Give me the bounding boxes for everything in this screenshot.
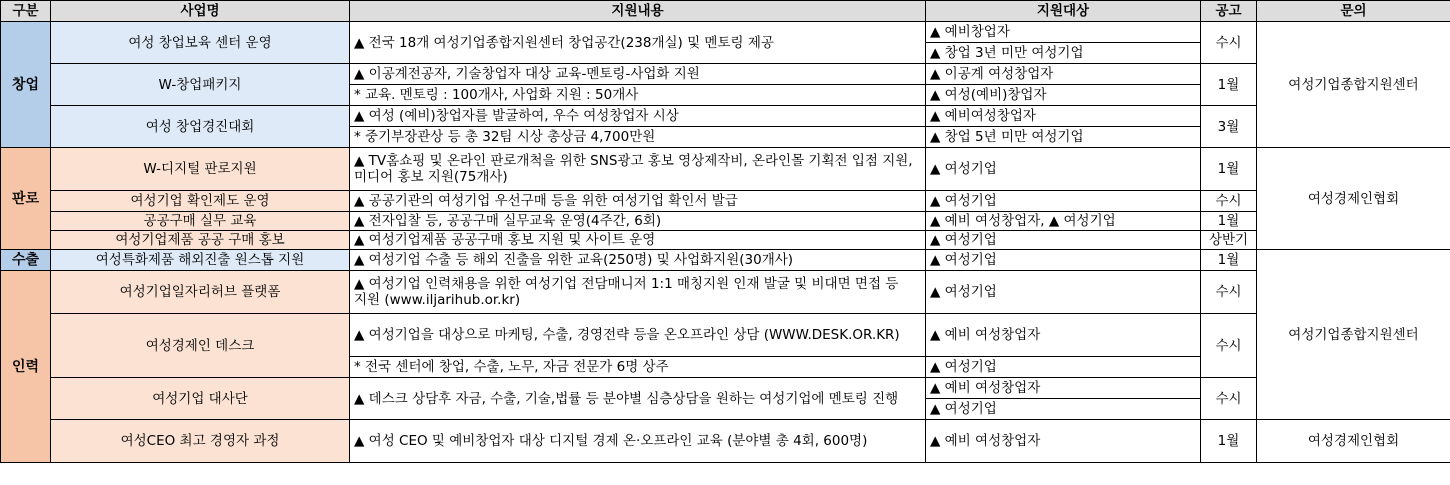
support-target: ▲ 예비 여성창업자 (926, 420, 1201, 463)
notice-timing: 1월 (1201, 148, 1257, 191)
support-content: ▲ TV홈쇼핑 및 온라인 판로개척을 위한 SNS광고 홍보 영상제작비, 온라인몰 기획전 입점 지원, 미디어 홍보 지원(75개사) (350, 148, 926, 191)
notice-timing: 상반기 (1201, 231, 1257, 250)
notice-timing: 1월 (1201, 250, 1257, 271)
support-content: ▲ 공공기관의 여성기업 우선구매 등을 위한 여성기업 확인서 발급 (350, 191, 926, 212)
support-target: ▲ 여성기업 (926, 231, 1201, 250)
program-name: 여성기업 대사단 (51, 378, 350, 420)
table-row (1, 420, 1450, 463)
program-name: 여성기업제품 공공 구매 홍보 (51, 231, 350, 250)
support-target: ▲ 여성기업 (926, 399, 1201, 420)
support-target: ▲ 여성(예비)창업자 (926, 85, 1201, 106)
table-row (1, 250, 1450, 271)
header-support-content: 지원내용 (350, 1, 926, 22)
notice-timing: 1월 (1201, 212, 1257, 231)
program-name: 공공구매 실무 교육 (51, 212, 350, 231)
support-content: ▲ 전국 18개 여성기업종합지원센터 창업공간(238개실) 및 멘토링 제공 (350, 22, 926, 64)
table-row (1, 64, 1450, 85)
table-row (1, 271, 1450, 314)
notice-timing: 수시 (1201, 22, 1257, 64)
category-hr: 인력 (1, 271, 51, 463)
table-row (1, 191, 1450, 212)
support-content: ▲ 여성기업제품 공공구매 홍보 지원 및 사이트 운영 (350, 231, 926, 250)
support-target: ▲ 예비여성창업자 (926, 106, 1201, 127)
support-target: ▲ 예비 여성창업자 (926, 314, 1201, 357)
header-category: 구분 (1, 1, 51, 22)
support-target: ▲ 예비 여성창업자, ▲ 여성기업 (926, 212, 1201, 231)
table-row (1, 231, 1450, 250)
program-name: 여성특화제품 해외진출 원스톱 지원 (51, 250, 350, 271)
table-row (1, 106, 1450, 127)
notice-timing: 수시 (1201, 378, 1257, 420)
support-content-note: * 중기부장관상 등 총 32팀 시상 총상금 4,700만원 (350, 127, 926, 148)
program-name: 여성 창업보육 센터 운영 (51, 22, 350, 64)
notice-timing: 수시 (1201, 314, 1257, 378)
support-content: ▲ 데스크 상담후 자금, 수출, 기술,법률 등 분야별 심층상담을 원하는 여성기업에 멘토링 진행 (350, 378, 926, 420)
support-content: ▲ 전자입찰 등, 공공구매 실무교육 운영(4주간, 6회) (350, 212, 926, 231)
header-notice: 공고 (1201, 1, 1257, 22)
table-row (1, 378, 1450, 399)
notice-timing: 3월 (1201, 106, 1257, 148)
contact-org: 여성기업종합지원센터 (1257, 250, 1450, 420)
program-name: 여성경제인 데스크 (51, 314, 350, 378)
support-content: ▲ 여성기업을 대상으로 마케팅, 수출, 경영전략 등을 온오프라인 상담 (WWW.DESK.OR.KR) (350, 314, 926, 357)
header-contact: 문의 (1257, 1, 1450, 22)
support-target: ▲ 예비창업자 (926, 22, 1201, 43)
support-content: ▲ 이공계전공자, 기술창업자 대상 교육-멘토링-사업화 지원 (350, 64, 926, 85)
support-target: ▲ 창업 3년 미만 여성기업 (926, 43, 1201, 64)
program-name: 여성CEO 최고 경영자 과정 (51, 420, 350, 463)
program-name: 여성기업 확인제도 운영 (51, 191, 350, 212)
category-sales: 판로 (1, 148, 51, 250)
program-name: 여성기업일자리허브 플랫폼 (51, 271, 350, 314)
contact-org: 여성경제인협회 (1257, 420, 1450, 463)
support-target: ▲ 창업 5년 미만 여성기업 (926, 127, 1201, 148)
support-target: ▲ 여성기업 (926, 271, 1201, 314)
support-content: ▲ 여성기업 인력채용을 위한 여성기업 전담매니저 1:1 매칭지원 인재 발굴 및 비대면 면접 등 지원 (www.iljarihub.or.kr) (350, 271, 926, 314)
support-target: ▲ 여성기업 (926, 250, 1201, 271)
table-row (1, 22, 1450, 43)
header-program-name: 사업명 (51, 1, 350, 22)
notice-timing: 1월 (1201, 64, 1257, 106)
support-target: ▲ 여성기업 (926, 357, 1201, 378)
support-content: ▲ 여성 (예비)창업자를 발굴하여, 우수 여성창업자 시상 (350, 106, 926, 127)
table-row (1, 314, 1450, 357)
support-target: ▲ 예비 여성창업자 (926, 378, 1201, 399)
contact-org: 여성기업종합지원센터 (1257, 22, 1450, 148)
support-target: ▲ 여성기업 (926, 191, 1201, 212)
program-name: 여성 창업경진대회 (51, 106, 350, 148)
support-content: ▲ 여성기업 수출 등 해외 진출을 위한 교육(250명) 및 사업화지원(30개사) (350, 250, 926, 271)
support-content: ▲ 여성 CEO 및 예비창업자 대상 디지털 경제 온·오프라인 교육 (분야별 총 4회, 600명) (350, 420, 926, 463)
header-row (1, 1, 1450, 22)
category-export: 수출 (1, 250, 51, 271)
table-row (1, 148, 1450, 191)
support-content-note: * 교육. 멘토링 : 100개사, 사업화 지원 : 50개사 (350, 85, 926, 106)
table-row (1, 212, 1450, 231)
program-name: W-디지털 판로지원 (51, 148, 350, 191)
contact-org: 여성경제인협회 (1257, 148, 1450, 250)
support-content-note: * 전국 센터에 창업, 수출, 노무, 자금 전문가 6명 상주 (350, 357, 926, 378)
support-target: ▲ 이공계 여성창업자 (926, 64, 1201, 85)
notice-timing: 수시 (1201, 191, 1257, 212)
header-target: 지원대상 (926, 1, 1201, 22)
support-target: ▲ 여성기업 (926, 148, 1201, 191)
notice-timing: 수시 (1201, 271, 1257, 314)
notice-timing: 1월 (1201, 420, 1257, 463)
program-name: W-창업패키지 (51, 64, 350, 106)
category-startup: 창업 (1, 22, 51, 148)
